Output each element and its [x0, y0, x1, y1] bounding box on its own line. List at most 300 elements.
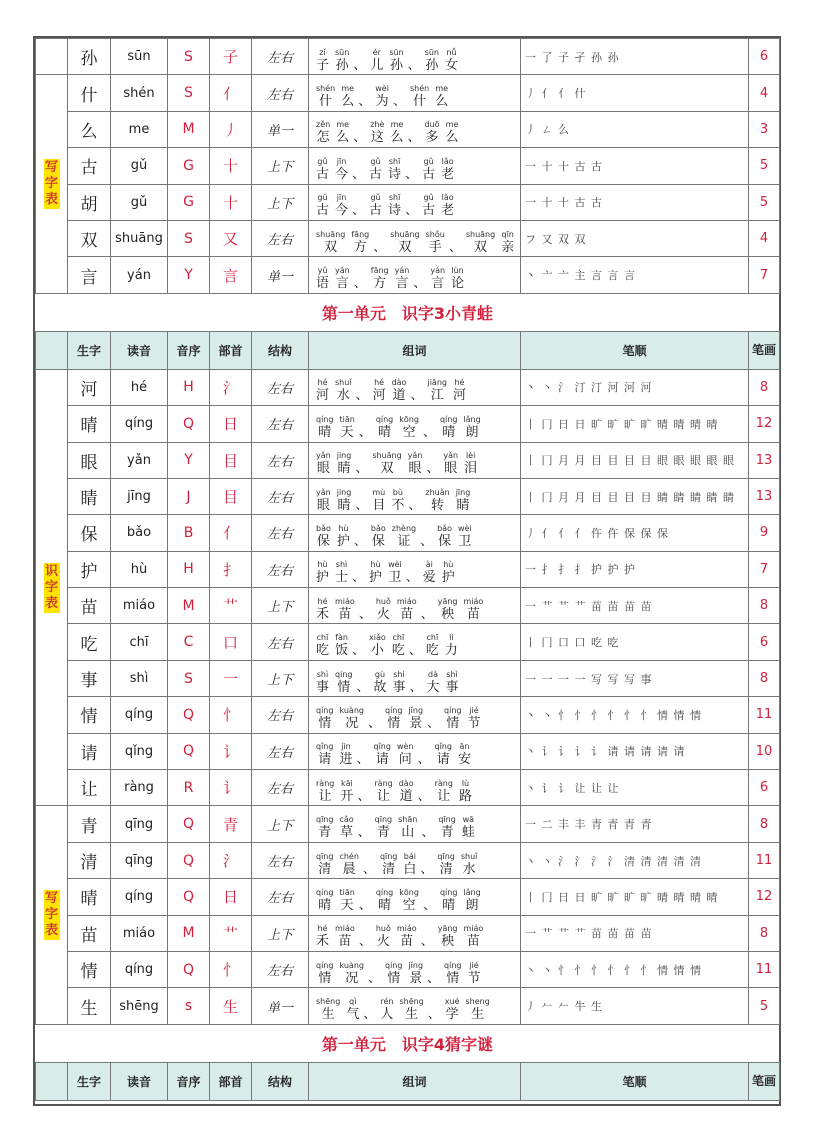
word-pinyin: qíng [384, 960, 403, 970]
word-group [313, 451, 354, 476]
words-cell [309, 220, 521, 256]
word-pinyin: gǔ [370, 193, 381, 203]
separator: 、 [427, 715, 441, 731]
section-tag: 识字表 [44, 563, 58, 611]
word-pinyin: zhèng [391, 523, 417, 533]
ruby-char [410, 84, 429, 109]
ruby-char [397, 742, 414, 767]
word-hanzi: 事 [392, 679, 406, 695]
word-pinyin: dào [398, 778, 414, 788]
structure-cell: 左右 [252, 770, 309, 806]
word-hanzi: 爱 [422, 570, 436, 586]
radical-cell: 讠 [210, 770, 252, 806]
stroke-count-cell: 12 [749, 406, 780, 442]
separator: 、 [420, 606, 434, 622]
ruby-char [437, 852, 454, 877]
table-row [36, 660, 780, 696]
ruby-char [335, 48, 349, 73]
ruby-char [380, 852, 397, 877]
stroke-order-cell: 丶 丶 忄 忄 忄 忄 忄 忄 情 情 情 [521, 951, 749, 987]
word-hanzi: 道 [392, 388, 406, 404]
structure-cell: 左右 [252, 624, 309, 660]
stroke-count-cell: 10 [749, 733, 780, 769]
word-pinyin: lùn [451, 266, 464, 276]
word-hanzi: 古 [316, 203, 330, 219]
word-hanzi: 景 [409, 970, 423, 986]
word-hanzi: 饭 [335, 643, 349, 659]
ruby-char [316, 84, 335, 109]
header-order: 音序 [168, 1062, 210, 1100]
word-hanzi: 眼 [408, 461, 422, 477]
word-pinyin: hé [374, 378, 385, 388]
ruby-char [335, 924, 355, 949]
word-group [419, 157, 457, 182]
word-group [422, 488, 473, 513]
word-group [434, 852, 480, 877]
word-pinyin: sūn [389, 47, 404, 57]
structure-cell: 左右 [252, 842, 309, 878]
word-hanzi: 言 [335, 276, 349, 292]
letter-cell: B [168, 515, 210, 551]
section-tag-cell [36, 39, 68, 75]
word-pinyin: qīng [438, 815, 456, 825]
words-cell [309, 75, 521, 111]
table-row [36, 770, 780, 806]
stroke-order-cell: 丨 冂 日 日 旷 旷 旷 旷 晴 晴 晴 晴 [521, 879, 749, 915]
word-hanzi: 今 [335, 203, 349, 219]
word-pinyin: ràng [374, 778, 393, 788]
word-pinyin: qíng [444, 960, 462, 970]
word-group [441, 961, 483, 986]
ruby-char [468, 961, 481, 986]
table-row [36, 915, 780, 951]
separator: 、 [355, 497, 369, 513]
word-hanzi: 情 [318, 715, 332, 731]
word-pinyin: yǎn [407, 451, 423, 461]
words-cell [309, 148, 521, 184]
word-group [313, 193, 351, 218]
ruby-char [385, 706, 402, 731]
ruby-char [427, 670, 440, 695]
words-cell [309, 951, 521, 987]
ruby-char [335, 670, 352, 695]
word-hanzi: 言 [395, 276, 409, 292]
pinyin-cell: bǎo [111, 515, 168, 551]
separator: 、 [358, 606, 372, 622]
stroke-order-cell: 丶 丶 忄 忄 忄 忄 忄 忄 情 情 情 [521, 697, 749, 733]
word-hanzi: 古 [369, 203, 383, 219]
stroke-order-cell: 丶 讠 讠 讠 讠 请 请 请 请 请 [521, 733, 749, 769]
stroke-count-cell: 8 [749, 660, 780, 696]
word-hanzi: 老 [441, 166, 455, 182]
word-pinyin: shī [388, 193, 401, 203]
char-cell: 双 [68, 220, 111, 256]
word-group [313, 378, 355, 403]
word-group [313, 742, 355, 767]
table-row [36, 588, 780, 624]
ruby-char [380, 997, 393, 1022]
ruby-char [341, 84, 354, 109]
word-hanzi: 这 [370, 130, 384, 146]
radical-cell: 忄 [210, 951, 252, 987]
word-group [373, 888, 422, 913]
pinyin-cell: ràng [111, 770, 168, 806]
word-hanzi: 让 [318, 788, 332, 804]
ruby-char [316, 997, 340, 1022]
stroke-count-cell: 13 [749, 442, 780, 478]
char-cell: 保 [68, 515, 111, 551]
word-hanzi: 卫 [388, 570, 402, 586]
pinyin-cell: qíng [111, 951, 168, 987]
word-pinyin: miáo [335, 596, 355, 606]
char-cell: 么 [68, 111, 111, 147]
ruby-char [399, 997, 423, 1022]
ruby-char [408, 451, 423, 476]
word-pinyin: miáo [463, 924, 484, 934]
ruby-char [316, 852, 333, 877]
table-row [36, 697, 780, 733]
word-group [370, 378, 410, 403]
ruby-char [463, 888, 480, 913]
separator: 、 [355, 388, 369, 404]
words-cell [309, 733, 521, 769]
word-group [369, 451, 425, 476]
ruby-char [371, 524, 386, 549]
word-pinyin: kāi [340, 778, 353, 788]
ruby-char [336, 120, 349, 145]
word-hanzi: 蛙 [461, 825, 475, 841]
ruby-char [388, 193, 401, 218]
stroke-count-cell: 13 [749, 478, 780, 514]
structure-cell: 单一 [252, 111, 309, 147]
word-pinyin: fāng [351, 229, 370, 239]
word-hanzi: 清 [382, 861, 396, 877]
pinyin-cell: shén [111, 75, 168, 111]
separator: 、 [367, 970, 381, 986]
word-pinyin: jing [336, 451, 352, 461]
word-pinyin: zǐ [319, 47, 326, 57]
word-hanzi: 学 [445, 1007, 459, 1023]
header-structure: 结构 [252, 1062, 309, 1100]
word-group [313, 779, 356, 804]
ruby-char [445, 633, 458, 658]
ruby-char [422, 193, 435, 218]
word-hanzi: 情 [446, 970, 460, 986]
ruby-char [391, 488, 404, 513]
separator: 、 [373, 239, 387, 255]
ruby-char [466, 997, 490, 1022]
structure-cell: 上下 [252, 806, 309, 842]
ruby-char [316, 742, 333, 767]
word-pinyin: dà [428, 669, 439, 679]
word-pinyin: lì [449, 633, 454, 643]
pinyin-cell: gǔ [111, 184, 168, 220]
stroke-count-cell: 7 [749, 257, 780, 293]
ruby-char [376, 888, 393, 913]
separator: 、 [405, 570, 419, 586]
word-hanzi: 保 [371, 533, 385, 549]
ruby-char [373, 670, 386, 695]
word-group [382, 706, 426, 731]
word-pinyin: lǎo [441, 156, 454, 166]
separator: 、 [357, 788, 371, 804]
word-group [372, 815, 421, 840]
ruby-char [373, 378, 386, 403]
word-pinyin: qīng [316, 851, 334, 861]
word-pinyin: miáo [335, 924, 355, 934]
ruby-char [461, 852, 478, 877]
words-cell [309, 551, 521, 587]
ruby-char [464, 924, 484, 949]
ruby-char [464, 597, 484, 622]
word-pinyin: gǔ [370, 156, 381, 166]
char-cell: 言 [68, 257, 111, 293]
pinyin-cell: miáo [111, 588, 168, 624]
word-group [368, 266, 413, 291]
word-pinyin: kōng [399, 887, 419, 897]
ruby-char [430, 266, 445, 291]
char-cell: 苗 [68, 588, 111, 624]
word-pinyin: qíng [316, 414, 334, 424]
char-cell: 睛 [68, 478, 111, 514]
separator: 、 [405, 166, 419, 182]
ruby-char [388, 157, 401, 182]
header-reading: 读音 [111, 1062, 168, 1100]
word-hanzi: 孙 [425, 57, 439, 73]
word-hanzi: 双 [380, 461, 394, 477]
table-row [36, 733, 780, 769]
word-pinyin: shì [316, 669, 329, 679]
section-tag-cell [36, 369, 68, 806]
ruby-char [316, 706, 333, 731]
pinyin-cell: qǐng [111, 733, 168, 769]
stroke-count-cell: 5 [749, 184, 780, 220]
table-row [36, 951, 780, 987]
ruby-char [371, 266, 389, 291]
word-group [435, 924, 487, 949]
word-hanzi: 请 [375, 752, 389, 768]
word-pinyin: qǐng [316, 742, 334, 752]
ruby-char [390, 120, 403, 145]
structure-cell: 左右 [252, 369, 309, 405]
ruby-char [316, 560, 329, 585]
word-group [373, 415, 422, 440]
ruby-char [337, 488, 352, 513]
word-hanzi: 么 [390, 130, 404, 146]
separator: 、 [353, 533, 367, 549]
word-pinyin: lèi [465, 451, 476, 461]
ruby-char [369, 633, 386, 658]
word-pinyin: kuàng [339, 960, 364, 970]
ruby-char [316, 779, 334, 804]
radical-cell: 艹 [210, 915, 252, 951]
word-hanzi: 卫 [458, 533, 472, 549]
word-hanzi: 青 [440, 825, 454, 841]
stroke-order-cell: 丨 冂 口 口 吃 吃 [521, 624, 749, 660]
word-group [313, 230, 372, 255]
word-hanzi: 方 [373, 276, 387, 292]
ruby-char [426, 230, 445, 255]
ruby-char [441, 193, 454, 218]
word-pinyin: yǎn [316, 451, 331, 461]
word-hanzi: 言 [431, 276, 445, 292]
word-pinyin: shēng [316, 997, 341, 1007]
ruby-char [375, 84, 389, 109]
word-pinyin: bǎo [437, 523, 453, 533]
ruby-char [438, 924, 458, 949]
structure-cell: 上下 [252, 588, 309, 624]
structure-cell: 左右 [252, 697, 309, 733]
word-pinyin: lù [461, 778, 470, 788]
word-hanzi: 古 [369, 166, 383, 182]
ruby-char [316, 670, 329, 695]
word-group [313, 84, 357, 109]
stroke-count-cell: 8 [749, 915, 780, 951]
word-pinyin: ān [459, 742, 470, 752]
table-row [36, 442, 780, 478]
ruby-char [403, 852, 416, 877]
pinyin-cell: qīng [111, 842, 168, 878]
word-hanzi: 子 [316, 57, 330, 73]
word-pinyin: qíng [439, 414, 458, 424]
stroke-order-cell: 丶 丶 氵 氵 氵 氵 清 清 清 清 清 [521, 842, 749, 878]
word-hanzi: 双 [398, 239, 412, 255]
stroke-order-cell: 一 二 丰 丰 青 青 青 青 [521, 806, 749, 842]
word-hanzi: 吃 [391, 643, 405, 659]
words-cell [309, 442, 521, 478]
radical-cell: 口 [210, 624, 252, 660]
table-row [36, 369, 780, 405]
word-hanzi: 晴 [442, 424, 456, 440]
header-words: 组词 [309, 331, 521, 369]
word-group [368, 524, 419, 549]
word-pinyin: hù [317, 560, 328, 570]
ruby-char [316, 961, 333, 986]
word-group [313, 961, 367, 986]
word-hanzi: 今 [335, 166, 349, 182]
letter-cell: J [168, 478, 210, 514]
word-hanzi: 水 [462, 861, 476, 877]
radical-cell: 生 [210, 988, 252, 1024]
word-pinyin: qíng [439, 887, 458, 897]
char-cell: 情 [68, 697, 111, 733]
header-row [36, 331, 780, 369]
letter-cell: S [168, 220, 210, 256]
word-hanzi: 请 [318, 752, 332, 768]
char-cell: 让 [68, 770, 111, 806]
word-hanzi: 事 [316, 679, 330, 695]
separator: 、 [358, 934, 372, 950]
pinyin-cell: sūn [111, 39, 168, 75]
word-pinyin: jīn [336, 156, 347, 166]
section-tag: 写字表 [44, 891, 58, 939]
ruby-char [446, 670, 459, 695]
radical-cell: 艹 [210, 588, 252, 624]
structure-cell: 左右 [252, 39, 309, 75]
table-row [36, 75, 780, 111]
ruby-char [462, 815, 475, 840]
ruby-char [426, 633, 439, 658]
word-hanzi: 进 [339, 752, 353, 768]
header-stroke_order: 笔顺 [521, 1062, 749, 1100]
ruby-char [422, 157, 435, 182]
letter-cell: S [168, 39, 210, 75]
word-group [313, 488, 354, 513]
table-row [36, 478, 780, 514]
word-pinyin: yǎn [316, 487, 331, 497]
word-hanzi: 护 [369, 570, 383, 586]
stroke-order-cell: 丶 丶 氵 汀 汀 河 河 河 [521, 369, 749, 405]
ruby-char [316, 266, 329, 291]
word-hanzi: 大 [426, 679, 440, 695]
ruby-char [408, 961, 423, 986]
word-pinyin: shì [335, 560, 348, 570]
word-pinyin: jié [469, 960, 479, 970]
word-pinyin: ràng [316, 778, 335, 788]
word-pinyin: gù [374, 669, 386, 679]
radical-cell: 十 [210, 148, 252, 184]
radical-cell: 扌 [210, 551, 252, 587]
pinyin-cell: yǎn [111, 442, 168, 478]
word-hanzi: 老 [441, 203, 455, 219]
letter-cell: H [168, 369, 210, 405]
ruby-char [385, 961, 402, 986]
ruby-char [316, 924, 329, 949]
word-pinyin: shēng [399, 997, 424, 1007]
ruby-char [399, 888, 419, 913]
separator: 、 [448, 239, 462, 255]
word-group [369, 488, 407, 513]
ruby-char [337, 524, 350, 549]
structure-cell: 单一 [252, 988, 309, 1024]
word-pinyin: shuǐ [335, 378, 352, 388]
word-pinyin: qǐng [434, 742, 452, 752]
structure-cell: 左右 [252, 551, 309, 587]
stroke-order-cell: 丿 ㄥ 么 [521, 111, 749, 147]
word-hanzi: 吃 [425, 643, 439, 659]
word-hanzi: 节 [467, 715, 481, 731]
word-hanzi: 秧 [441, 934, 455, 950]
word-pinyin: gǔ [317, 156, 328, 166]
ruby-char [335, 597, 355, 622]
letter-cell: Q [168, 842, 210, 878]
word-hanzi: 路 [458, 788, 472, 804]
ruby-char [369, 193, 382, 218]
letter-cell: Y [168, 442, 210, 478]
word-hanzi: 禾 [316, 606, 330, 622]
words-cell [309, 697, 521, 733]
word-pinyin: shuāng [316, 229, 346, 239]
ruby-char [427, 378, 447, 403]
word-hanzi: 让 [437, 788, 451, 804]
word-pinyin: sheng [465, 997, 490, 1007]
letter-cell: Q [168, 406, 210, 442]
table-row [36, 842, 780, 878]
stroke-order-cell: 丨 冂 月 月 目 目 目 目 睛 睛 睛 睛 睛 [521, 478, 749, 514]
words-cell [309, 111, 521, 147]
ruby-char [425, 488, 449, 513]
separator: 、 [420, 934, 434, 950]
ruby-char [443, 451, 458, 476]
structure-cell: 左右 [252, 442, 309, 478]
word-hanzi: 古 [422, 166, 436, 182]
ruby-char [458, 742, 471, 767]
word-pinyin: wèi [458, 523, 472, 533]
radical-cell: 目 [210, 442, 252, 478]
word-group [313, 815, 357, 840]
word-pinyin: shān [398, 815, 418, 825]
word-hanzi: 护 [316, 570, 330, 586]
